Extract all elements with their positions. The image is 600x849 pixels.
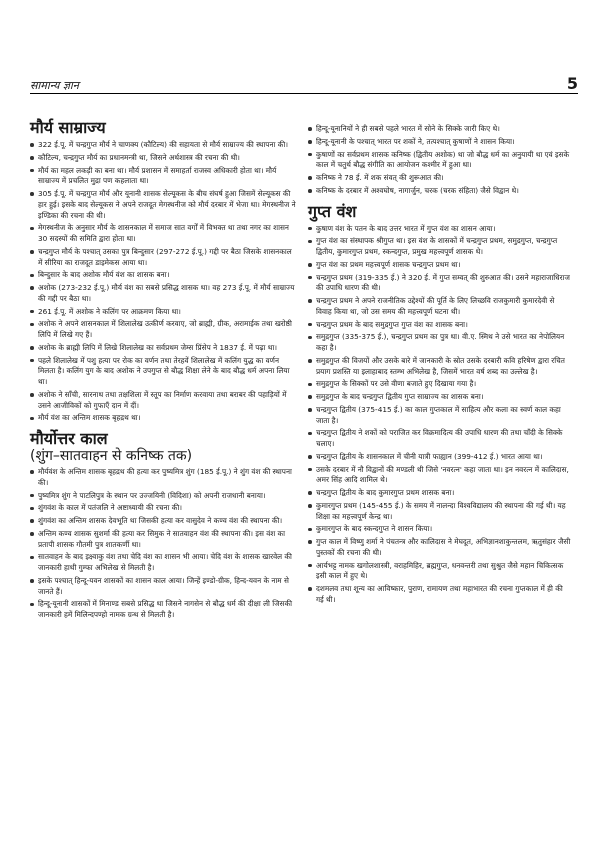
bullet-item: चन्द्रगुप्त प्रथम (319-335 ई.) ने 320 ई. में गुप्त सम्वत् की शुरुआत की। उसने महाराजाधिराज की उपाधि धारण की थी।: [308, 273, 572, 295]
bullet-item: चन्द्रगुप्त द्वितीय के बाद कुमारगुप्त प्रथम शासक बना।: [308, 488, 572, 499]
bullet-item: समुद्रगुप्त (335-375 ई.), चन्द्रगुप्त प्रथम का पुत्र था। वी.ए. स्मिथ ने उसे भारत का नेपोलियन कहा है।: [308, 332, 572, 354]
left-section-0: [30, 118, 298, 424]
section-heading: [30, 118, 298, 137]
bullet-item: चन्द्रगुप्त द्वितीय के शासनकाल में चीनी यात्री फाह्यान (399-412 ई.) भारत आया था।: [308, 452, 572, 463]
bullet-item: अशोक ने साँची, सारनाथ तथा तक्षशिला में स्तूप का निर्माण करवाया तथा बराबर की पहाड़ियों में उसने आजीविकों को गुफाएँ दान में दीं।: [30, 390, 298, 412]
bullet-item: गुप्त वंश का प्रथम महत्त्वपूर्ण शासक चन्द्रगुप्त प्रथम था।: [308, 260, 572, 271]
section-heading-text: गुप्त वंश: [308, 201, 357, 221]
bullet-list: [308, 124, 572, 197]
bullet-item: कनिष्क ने 78 ई. में शक संवत् की शुरूआत की।: [308, 173, 572, 184]
bullet-item: चन्द्रगुप्त द्वितीय ने शकों को पराजित कर विक्रमादित्य की उपाधि धारण की तथा चाँदी के सिक्के चलाए।: [308, 428, 572, 450]
bullet-item: अशोक ने अपने शासनकाल में शिलालेख उत्कीर्ण करवाए, जो ब्राह्मी, ग्रीक, अरामाईक तथा खरोष्ठी लिपि में लिखे गए हैं।: [30, 319, 298, 341]
bullet-item: शुंगवंश का अन्तिम शासक देवभूति था जिसकी हत्या कर वासुदेव ने कण्व वंश की स्थापना की।: [30, 516, 298, 527]
bullet-item: हिन्दू-यूनानी शासकों में मिनाण्ड सबसे प्रसिद्ध था जिसने नागसेन से बौद्ध धर्म की दीक्षा ली जिसकी जानकारी हमें मिलिन्दपण्हो नामक ग्रन्थ से मिलती है।: [30, 599, 298, 621]
right-section-0: [308, 124, 572, 197]
bullet-item: कुमारगुप्त के बाद स्कन्दगुप्त ने शासन किया।: [308, 524, 572, 535]
section-heading: [30, 429, 298, 464]
bullet-item: चन्द्रगुप्त मौर्य के पश्चात् उसका पुत्र बिन्दुसार (297-272 ई.पू.) गद्दी पर बैठा जिसके शासनकाल में सीरिया का राजदूत डाइमेकस आया था।: [30, 247, 298, 269]
section-heading-text: मौर्य साम्राज्य: [30, 118, 106, 137]
right-section-1: [308, 202, 572, 606]
bullet-item: कौटिल्य, चन्द्रगुप्त मौर्य का प्रधानमन्त्री था, जिसने अर्थशास्त्र की रचना की थी।: [30, 153, 298, 164]
page-header: [30, 76, 578, 94]
bullet-item: सातवाहन के बाद इक्ष्वाकु वंश तथा चेदि वंश का शासन भी आया। चेदि वंश के शासक खारवेल की जानकारी हाथी गुम्फा अभिलेख से मिलती है।: [30, 552, 298, 574]
bullet-item: हिन्दू-यूनानियों ने ही सबसे पहले भारत में सोने के सिक्के जारी किए थे।: [308, 124, 572, 135]
right-column: [308, 124, 572, 611]
bullet-item: अशोक (273-232 ई.पू.) मौर्य वंश का सबसे प्रसिद्ध शासक था। वह 273 ई.पू. में मौर्य साम्राज्य की गद्दी पर बैठा था।: [30, 283, 298, 305]
bullet-item: इसके पश्चात् हिन्दू-यवन शासकों का शासन काल आया। जिन्हें इण्डो-ग्रीक, हिन्द-यवन के नाम से जानते हैं।: [30, 576, 298, 598]
bullet-item: उसके दरबार में नौ विद्वानों की मण्डली थी जिसे 'नवरत्न' कहा जाता था। इन नवरत्न में कालिदास, अमर सिंह आदि शामिल थे।: [308, 465, 572, 487]
left-section-1: [30, 429, 298, 621]
page-number: 5: [566, 74, 578, 93]
bullet-item: 305 ई.पू. में चन्द्रगुप्त मौर्य और यूनानी शासक सेल्यूकस के बीच संघर्ष हुआ जिसमें सेल्यूकस की हार हुई। इसके बाद सेल्यूकस ने अपने राजदूत मेगस्थनीज को मौर्य दरबार में भेजा था। मेगस्थनीज ने इण्डिका की रचना की थी।: [30, 189, 298, 221]
bullet-item: पुष्यमित्र शुंग ने पाटलिपुत्र के स्थान पर उज्जयिनी (विदिशा) को अपनी राजधानी बनाया।: [30, 491, 298, 502]
bullet-item: चन्द्रगुप्त द्वितीय (375-415 ई.) का काल गुप्तकाल में साहित्य और कला का स्वर्ण काल कहा जाता है।: [308, 405, 572, 427]
bullet-item: मौर्यवंश के अन्तिम शासक बृहद्रथ की हत्या कर पुष्यमित्र शुंग (185 ई.पू.) ने शुंग वंश की स्थापना की।: [30, 467, 298, 489]
bullet-item: गुप्त काल में विष्णु शर्मा ने पंचतन्त्र और कालिदास ने मेघदूत, अभिज्ञानशाकुन्तलम, ऋतुसंहार जैसी पुस्तकों की रचना की थी।: [308, 537, 572, 559]
header-rule: [30, 93, 578, 94]
bullet-item: मौर्य वंश का अन्तिम शासक बृहद्रथ था।: [30, 413, 298, 424]
bullet-item: गुप्त वंश का संस्थापक श्रीगुप्त था। इस वंश के शासकों में चन्द्रगुप्त प्रथम, समुद्रगुप्त, चन्द्रगुप्त द्वितीय, कुमारगुप्त प्रथम, स्कन्दगुप्त, प्रमुख महत्त्वपूर्ण शासक थे।: [308, 236, 572, 258]
left-column: [30, 118, 298, 626]
bullet-item: चन्द्रगुप्त प्रथम ने अपने राजनीतिक उद्देश्यों की पूर्ति के लिए लिच्छवि राजकुमारी कुमारदेवी से विवाह किया था, जो उस समय की महत्त्वपूर्ण घटना थी।: [308, 296, 572, 318]
bullet-list: [30, 467, 298, 621]
running-title: सामान्य ज्ञान: [30, 79, 79, 92]
bullet-item: समुद्रगुप्त के बाद चन्द्रगुप्त द्वितीय गुप्त साम्राज्य का शासक बना।: [308, 392, 572, 403]
bullet-item: समुद्रगुप्त के सिक्कों पर उसे वीणा बजाते हुए दिखाया गया है।: [308, 379, 572, 390]
bullet-item: बिन्दुसार के बाद अशोक मौर्य वंश का शासक बना।: [30, 270, 298, 281]
bullet-item: कनिष्क के दरबार में अश्वघोष, नागार्जुन, चरक (चरक संहिता) जैसे विद्वान थे।: [308, 186, 572, 197]
bullet-item: कुमारगुप्त प्रथम (145-455 ई.) के समय में नालन्दा विश्वविद्यालय की स्थापना की गई थी। यह शिक्षा का महत्त्वपूर्ण केन्द्र था।: [308, 501, 572, 523]
bullet-item: मेगस्थनीज के अनुसार मौर्य के शासनकाल में समाज सात वर्गों में विभक्त था तथा नगर का शासन 30 सदस्यों की समिति द्वारा होता था।: [30, 223, 298, 245]
bullet-item: चन्द्रगुप्त प्रथम के बाद समुद्रगुप्त गुप्त वंश का शासक बना।: [308, 320, 572, 331]
bullet-item: मौर्य का महल लकड़ी का बना था। मौर्य प्रशासन में समाहर्ता राजस्व अधिकारी होता था। मौर्य साम्राज्य में प्रचलित मुद्रा पण कहलाता था।: [30, 166, 298, 188]
bullet-item: 261 ई.पू. में अशोक ने कलिंग पर आक्रमण किया था।: [30, 307, 298, 318]
bullet-item: अशोक के ब्राह्मी लिपि में लिखे शिलालेख का सर्वप्रथम जेम्स प्रिंसेप ने 1837 ई. में पढ़ा था।: [30, 343, 298, 354]
bullet-item: 322 ई.पू. में चन्द्रगुप्त मौर्य ने चाणक्य (कौटिल्य) की सहायता से मौर्य साम्राज्य की स्थापना की।: [30, 140, 298, 151]
section-heading-text: मौर्योत्तर काल: [30, 429, 108, 448]
bullet-item: दशमलव तथा शून्य का आविष्कार, पुराण, रामायण तथा महाभारत की रचना गुप्तकाल में ही की गई थी।: [308, 584, 572, 606]
bullet-item: शुंगवंश के काल में पतंजलि ने अष्टाध्यायी की रचना की।: [30, 503, 298, 514]
bullet-item: पहले शिलालेख में पशु हत्या पर रोक का वर्णन तथा तेरहवें शिलालेख में कलिंग युद्ध का वर्णन मिलता है। कलिंग युग के बाद अशोक ने उपगुप्त से बौद्ध शिक्षा लेने के बाद बौद्ध धर्म अपना लिया था।: [30, 356, 298, 388]
bullet-item: कुषाण वंश के पतन के बाद उत्तर भारत में गुप्त वंश का शासन आया।: [308, 224, 572, 235]
section-heading: [308, 202, 572, 221]
bullet-list: [308, 224, 572, 606]
bullet-item: आर्यभट्ट नामक खगोलशास्त्री, वराहमिहिर, ब्रह्मगुप्त, धनवन्तरी तथा सुश्रुत जैसे महान चिकित्सक इसी काल में हुए थे।: [308, 561, 572, 583]
bullet-list: [30, 140, 298, 424]
bullet-item: अन्तिम कण्व शासक सुशर्मा की हत्या कर सिमुक ने सातवाहन वंश की स्थापना की। इस वंश का प्रतापी शासक गौतमी पुत्र शातकर्णी था।: [30, 529, 298, 551]
bullet-item: समुद्रगुप्त की विजयों और उसके बारे में जानकारी के स्रोत उसके दरबारी कवि हरिषेण द्वारा रचित प्रयाग प्रशस्ति या इलाहाबाद स्तम्भ अभिलेख है, जिसमें भारत वर्ष शब्द का उल्लेख है।: [308, 356, 572, 378]
section-subheading: (शुंग–सातवाहन से कनिष्क तक): [30, 448, 193, 464]
bullet-item: हिन्दू-यूनानी के पश्चात् भारत पर शकों ने, तत्पश्चात् कुषाणों ने शासन किया।: [308, 137, 572, 148]
bullet-item: कुषाणों का सर्वप्रथम शासक कनिष्क (द्वितीय अशोक) था जो बौद्ध धर्म का अनुयायी था एवं इसके काल में चतुर्थ बौद्ध संगीति का आयोजन कश्मीर में हुआ था।: [308, 150, 572, 172]
